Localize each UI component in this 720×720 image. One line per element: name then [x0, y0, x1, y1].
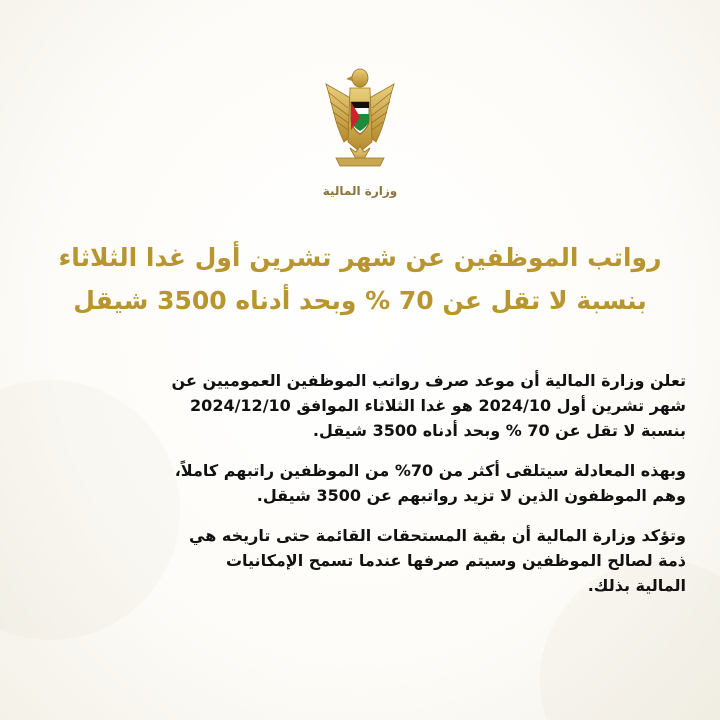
ministry-name: وزارة المالية [322, 184, 398, 198]
headline-line: بنسبة لا تقل عن 70 % وبحد أدناه 3500 شيقل [73, 286, 647, 315]
headline-line: رواتب الموظفين عن شهر تشرين أول غدا الثلاثاء [58, 243, 662, 272]
paragraph [38, 368, 686, 443]
text-line: المالية بذلك. [587, 576, 686, 595]
text-line: وتؤكد وزارة المالية أن بقية المستحقات القائمة حتى تاريخه هي [189, 526, 686, 545]
text-line: وبهذه المعادلة سيتلقى أكثر من 70% من الموظفين راتبهم كاملاً، [174, 461, 686, 480]
paragraph [38, 458, 686, 508]
announcement-body [38, 368, 686, 613]
headline [20, 236, 700, 322]
text-line: بنسبة لا تقل عن 70 % وبحد أدناه 3500 شيقل. [312, 421, 686, 440]
text-line: تعلن وزارة المالية أن موعد صرف رواتب الموظفين العموميين عن [171, 371, 686, 390]
palestinian-eagle-emblem [318, 62, 402, 176]
text-line: وهم الموظفون الذين لا تزيد رواتبهم عن 3500 شيقل. [256, 486, 686, 505]
text-line: شهر تشرين أول 2024/10 هو غدا الثلاثاء الموافق 2024/12/10 [190, 396, 686, 415]
text-line: ذمة لصالح الموظفين وسيتم صرفها عندما تسمح الإمكانيات [225, 551, 686, 570]
paragraph [38, 523, 686, 598]
